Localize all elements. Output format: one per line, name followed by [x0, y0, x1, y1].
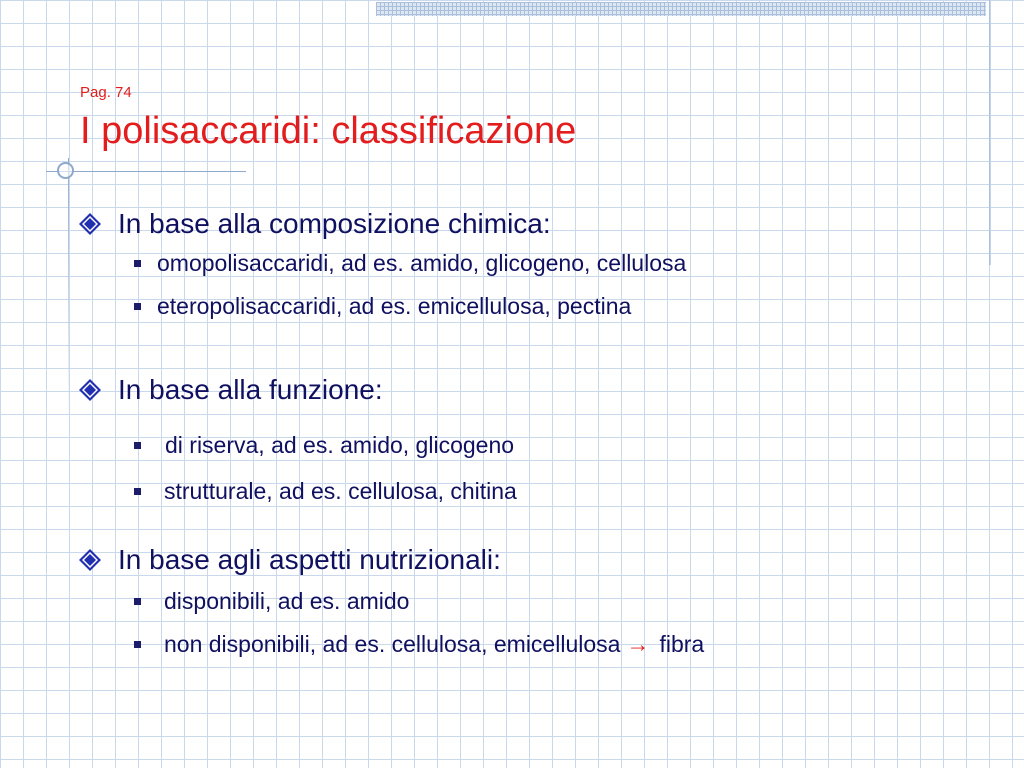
list-item	[78, 580, 704, 623]
square-bullet-icon	[134, 442, 141, 449]
section-funzione	[78, 374, 517, 514]
diamond-bullet-icon	[78, 212, 102, 236]
title-underline-rule	[46, 171, 246, 172]
list-item-text: di riserva, ad es. amido, glicogeno	[165, 431, 515, 458]
diamond-bullet-icon	[78, 378, 102, 402]
decorative-left-rule	[68, 158, 69, 420]
list-item	[78, 242, 686, 285]
section-aspetti-nutrizionali	[78, 544, 704, 666]
right-arrow-icon: →	[626, 631, 650, 657]
slide-title: I polisaccaridi: classificazione	[80, 110, 577, 152]
section-heading-text: In base alla funzione:	[118, 374, 383, 405]
list-item	[78, 623, 704, 666]
list-item	[78, 285, 686, 328]
section-heading-text: In base agli aspetti nutrizionali:	[118, 544, 501, 575]
list-item-text: eteropolisaccaridi, ad es. emicellulosa, pectina	[157, 293, 632, 319]
section-heading	[78, 374, 517, 406]
section-heading	[78, 544, 704, 576]
square-bullet-icon	[134, 641, 141, 648]
decorative-right-rule	[989, 0, 991, 265]
list-item	[78, 468, 517, 514]
list-item-text: disponibili, ad es. amido	[164, 588, 410, 614]
section-composizione-chimica	[78, 208, 686, 328]
list-item-text: omopolisaccaridi, ad es. amido, glicogeno, cellulosa	[157, 250, 687, 276]
list-item-text: strutturale, ad es. cellulosa, chitina	[164, 477, 517, 504]
section-heading-text: In base alla composizione chimica:	[118, 208, 551, 239]
square-bullet-icon	[134, 488, 141, 495]
decorative-top-band	[376, 2, 986, 16]
list-item-suffix-text: fibra	[659, 631, 705, 657]
ring-binder-icon	[57, 162, 74, 179]
diamond-bullet-icon	[78, 548, 102, 572]
page-number: Pag. 74	[80, 84, 132, 101]
square-bullet-icon	[134, 260, 141, 267]
square-bullet-icon	[134, 598, 141, 605]
list-item	[78, 422, 517, 468]
square-bullet-icon	[134, 303, 141, 310]
list-item-text: non disponibili, ad es. cellulosa, emicellulosa	[164, 631, 621, 657]
section-heading	[78, 208, 686, 240]
